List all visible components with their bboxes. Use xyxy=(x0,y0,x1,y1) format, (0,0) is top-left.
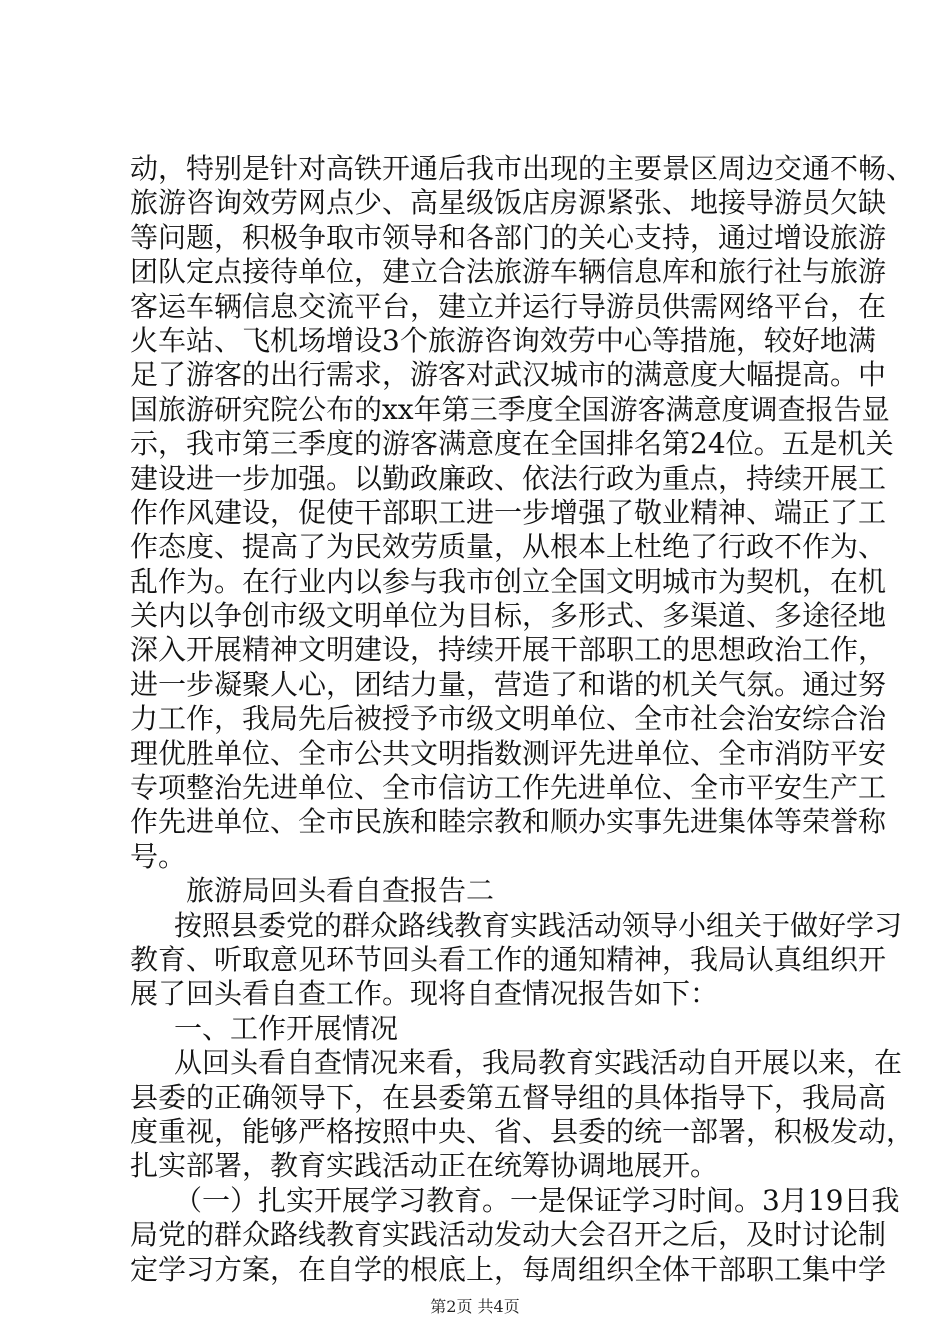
document-body xyxy=(130,152,915,1287)
text-line: 足了游客的出行需求，游客对武汉城市的满意度大幅提高。中 xyxy=(130,358,887,392)
text-line: 定学习方案，在自学的根底上，每周组织全体干部职工集中学 xyxy=(130,1252,887,1286)
text-line: 动，特别是针对高铁开通后我市出现的主要景区周边交通不畅、 xyxy=(130,152,915,185)
text-line: 力工作，我局先后被授予市级文明单位、全市社会治安综合治 xyxy=(130,702,887,736)
text-line: 号。 xyxy=(130,839,187,873)
section-heading: 一、工作开展情况 xyxy=(174,1011,399,1045)
text-line: 县委的正确领导下，在县委第五督导组的具体指导下，我局高 xyxy=(130,1080,887,1114)
text-line: 国旅游研究院公布的xx年第三季度全国游客满意度调查报告显 xyxy=(130,392,890,426)
text-line: 作先进单位、全市民族和睦宗教和顺办实事先进集体等荣誉称 xyxy=(130,805,887,839)
text-line: 专项整治先进单位、全市信访工作先进单位、全市平安生产工 xyxy=(130,771,887,805)
paragraph-start-line: 按照县委党的群众路线教育实践活动领导小组关于做好学习 xyxy=(174,908,903,942)
section-title: 旅游局回头看自查报告二 xyxy=(186,874,495,908)
text-line: 作作风建设，促使干部职工进一步增强了敬业精神、端正了工 xyxy=(130,495,887,529)
text-line: 局党的群众路线教育实践活动发动大会召开之后，及时讨论制 xyxy=(130,1218,887,1252)
text-line: 扎实部署，教育实践活动正在统筹协调地展开。 xyxy=(130,1149,719,1183)
text-line: 团队定点接待单位，建立合法旅游车辆信息库和旅行社与旅游 xyxy=(130,255,887,289)
text-line: 理优胜单位、全市公共文明指数测评先进单位、全市消防平安 xyxy=(130,736,887,770)
text-line: 乱作为。在行业内以参与我市创立全国文明城市为契机，在机 xyxy=(130,564,887,598)
paragraph-start-line: 从回头看自查情况来看，我局教育实践活动自开展以来，在 xyxy=(174,1046,903,1080)
text-line: 度重视，能够严格按照中央、省、县委的统一部署，积极发动， xyxy=(130,1114,915,1148)
text-line: 示，我市第三季度的游客满意度在全国排名第24位。五是机关 xyxy=(130,427,894,461)
text-line: 客运车辆信息交流平台，建立并运行导游员供需网络平台，在 xyxy=(130,289,887,323)
text-line: 作态度、提高了为民效劳质量，从根本上杜绝了行政不作为、 xyxy=(130,530,887,564)
text-line: 教育、听取意见环节回头看工作的通知精神，我局认真组织开 xyxy=(130,942,887,976)
text-line: 展了回头看自查工作。现将自查情况报告如下： xyxy=(130,977,719,1011)
text-line: 旅游咨询效劳网点少、高星级饭店房源紧张、地接导游员欠缺 xyxy=(130,186,887,220)
text-line: 深入开展精神文明建设，持续开展干部职工的思想政治工作， xyxy=(130,633,887,667)
page-number-footer: 第2页 共4页 xyxy=(430,1297,520,1316)
text-line: 关内以争创市级文明单位为目标，多形式、多渠道、多途径地 xyxy=(130,599,887,633)
paragraph-start-line: （一）扎实开展学习教育。一是保证学习时间。3月19日我 xyxy=(174,1183,900,1217)
text-line: 等问题，积极争取市领导和各部门的关心支持，通过增设旅游 xyxy=(130,220,887,254)
text-line: 建设进一步加强。以勤政廉政、依法行政为重点，持续开展工 xyxy=(130,461,887,495)
text-line: 火车站、飞机场增设3个旅游咨询效劳中心等措施，较好地满 xyxy=(130,323,876,357)
text-line: 进一步凝聚人心，团结力量，营造了和谐的机关气氛。通过努 xyxy=(130,667,887,701)
